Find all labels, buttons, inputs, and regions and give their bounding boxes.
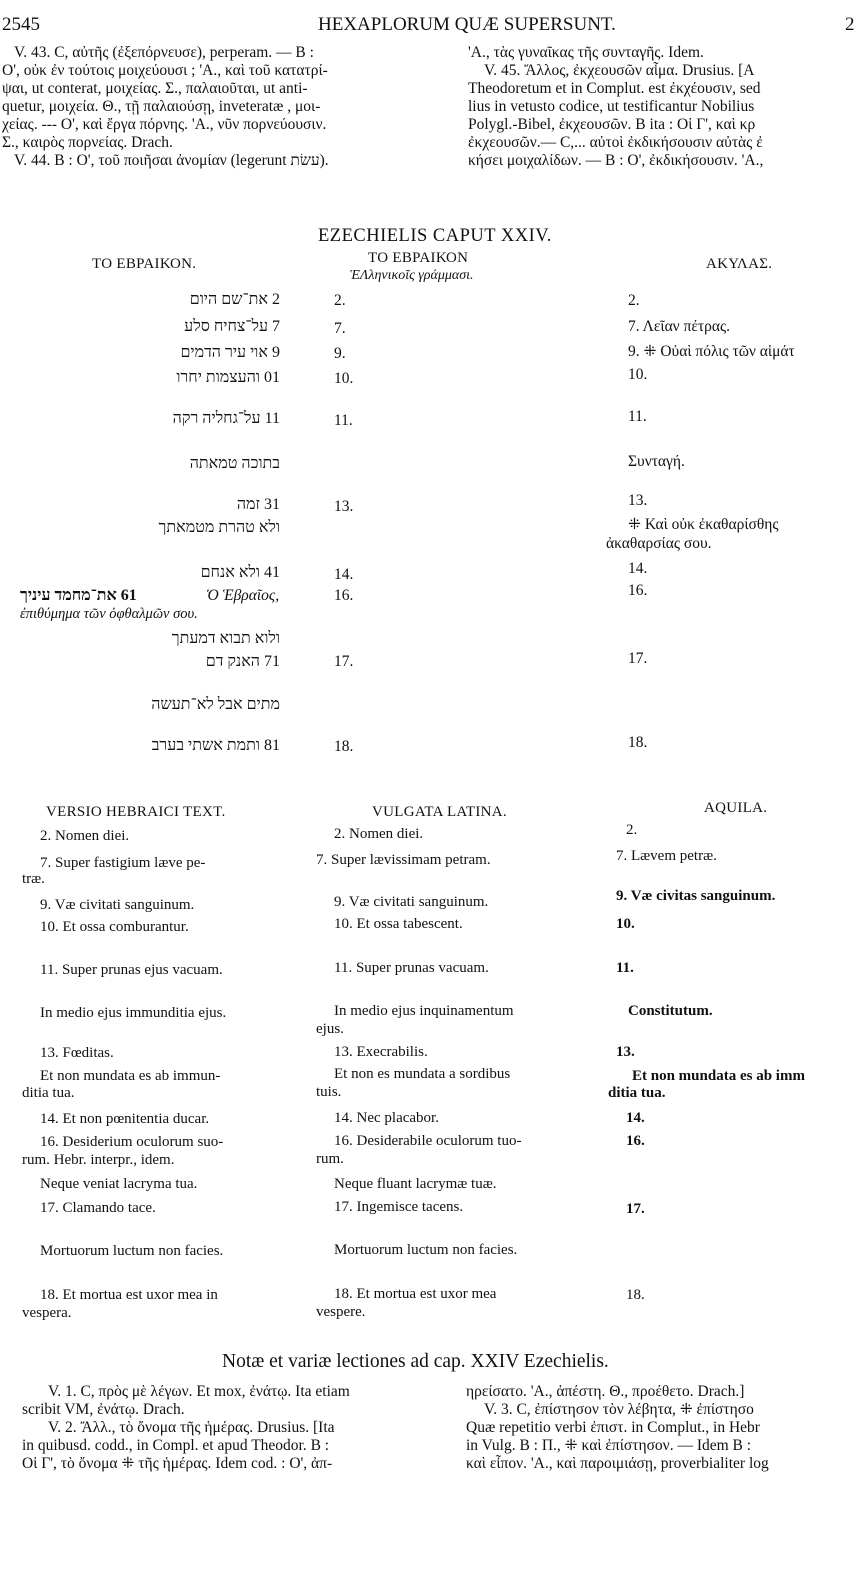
vulgata-line: 9. Væ civitati sanguinum. — [334, 894, 489, 910]
verse-num: 10. — [334, 370, 354, 387]
right-page-fragment: 2 — [845, 14, 855, 35]
vulgata-line: 13. Execrabilis. — [334, 1044, 428, 1060]
note-line: Polygl.-Bibel, ἐκχεουσῶν. B ita : Οἱ Γ', καὶ κρ — [468, 116, 756, 133]
verse-num: 7. — [334, 320, 346, 337]
aquila-line: Συνταγή. — [628, 453, 685, 470]
note-line: Theodoretum et in Complut. est ἐκχέουσιν, sed — [468, 80, 761, 97]
hebrew-line: 13 זמה — [236, 496, 280, 513]
versio-line: In medio ejus immunditia ejus. — [40, 1005, 227, 1021]
vulgata-line: 11. Super prunas vacuam. — [334, 960, 489, 976]
hebrew-line: 16 את־מחמד עיניך — [20, 587, 137, 604]
aquila-line: ἀκαθαρσίας σου. — [606, 535, 712, 552]
aquila-line: 11. — [628, 408, 647, 425]
versio-line: 2. Nomen diei. — [40, 828, 130, 844]
aquila-latin-line: 14. — [626, 1110, 645, 1126]
note-line: V. 45. Ἄλλος, ἐκχεουσῶν αἷμα. Drusius. [A — [484, 62, 755, 79]
verse-num: 14. — [334, 566, 354, 583]
vulgata-line: Neque fluant lacrymæ tuæ. — [334, 1176, 497, 1192]
hebrew-line: 7 על־צחיח סלע — [184, 318, 280, 335]
aquila-latin-line: 13. — [616, 1044, 635, 1060]
notes-title: Notæ et variæ lectiones ad cap. XXIV Ezechielis. — [222, 1351, 609, 1372]
note-line: 'Α., τὰς γυναῖκας τῆς συνταγῆς. Idem. — [468, 44, 704, 61]
note-line: ἐκχεουσῶν.— C,... αὐτοὶ ἐκδικήσουσιν αὐτὰς ἐ — [468, 134, 763, 151]
versio-line: 14. Et non pœnitentia ducar. — [40, 1111, 210, 1127]
verse-num: 17. — [334, 653, 354, 670]
versio-line: Neque veniat lacryma tua. — [40, 1176, 198, 1192]
aquila-line: 10. — [628, 366, 648, 383]
note-line: V. 1. C, πρὸς μὲ λέγων. Et mox, ἐνάτῳ. Ita etiam — [48, 1383, 350, 1400]
versio-line: vespera. — [22, 1305, 72, 1321]
versio-line: 11. Super prunas ejus vacuam. — [40, 962, 223, 978]
versio-line: træ. — [22, 871, 45, 887]
aquila-line: 2. — [628, 292, 640, 309]
vulgata-line: vespere. — [316, 1304, 366, 1320]
col-head-versio: VERSIO HEBRAICI TEXT. — [46, 804, 226, 820]
note-line: ηρείσατο. 'Α., ἀπέστη. Θ., προέθετο. Drach.] — [466, 1383, 745, 1400]
vulgata-line: 18. Et mortua est uxor mea — [334, 1286, 497, 1302]
note-line: καὶ εἶπον. 'Α., καὶ παροιμιάσῃ, proverbialiter log — [466, 1455, 769, 1472]
aquila-latin-line: Et non mundata es ab imm — [632, 1068, 805, 1084]
aquila-line: 18. — [628, 734, 648, 751]
hebrew-line: 17 האנק דם — [205, 653, 280, 670]
hebrew-line: 14 ולא אנחם — [200, 564, 280, 581]
vulgata-line: 2. Nomen diei. — [334, 826, 424, 842]
versio-line: 18. Et mortua est uxor mea in — [40, 1287, 218, 1303]
note-line: Σ., καιρὸς πορνείας. Drach. — [2, 134, 173, 151]
hebrew-line: 11 על־גחליה רקה — [172, 410, 280, 427]
note-line: V. 44. B : Ο', τοῦ ποιῆσαι ἀνομίαν (legerunt עשׂת). — [14, 152, 329, 169]
vulgata-line: Mortuorum luctum non facies. — [334, 1242, 518, 1258]
versio-line: 7. Super fastigium læve pe- — [40, 855, 206, 871]
hebrew-line: מתים אבל לא־תעשה — [151, 696, 280, 713]
versio-line: 10. Et ossa comburantur. — [40, 919, 189, 935]
aquila-latin-line: 9. Væ civitas sanguinum. — [616, 888, 776, 904]
note-line: χείας. --- Ο', καὶ ἔργα πόρνης. 'Α., νῦν πορνεύουσιν. — [2, 116, 327, 133]
note-line: in Vulg. B : Π., ⁜ καὶ ἐπίστησον. — Idem B : — [466, 1437, 752, 1454]
aquila-line: 7. Λεῖαν πέτρας. — [628, 318, 730, 335]
vulgata-line: rum. — [316, 1151, 344, 1167]
vulgata-line: ejus. — [316, 1021, 344, 1037]
verse-num: 18. — [334, 738, 354, 755]
hebrew-line: ולא טהרת מטמאתך — [158, 519, 280, 536]
verse-num: 11. — [334, 412, 353, 429]
note-line: κήσει μοιχαλίδων. — B : Ο', ἐκδικήσουσιν. 'Α., — [468, 152, 764, 169]
note-line: Ο', οὐκ ἐν τούτοις μοιχεύουσι ; 'Α., καὶ τοῦ κατατρί- — [2, 62, 328, 79]
col-head-aquila-greek: ΑΚΥΛΑΣ. — [706, 256, 773, 272]
note-line: lius in vetusto codice, ut testificantur Nobilius — [468, 98, 755, 115]
aquila-latin-line: 18. — [626, 1287, 645, 1303]
hebrew-line: 10 והעצמות יחרו — [176, 369, 280, 386]
aquila-line: 13. — [628, 492, 648, 509]
aquila-latin-line: 16. — [626, 1133, 645, 1149]
aquila-line: ⁜ Καὶ οὐκ ἐκαθαρίσθης — [628, 516, 779, 533]
versio-line: Et non mundata es ab immun- — [40, 1068, 221, 1084]
vulgata-line: In medio ejus inquinamentum — [334, 1003, 514, 1019]
page-number: 2545 — [2, 14, 40, 35]
aquila-latin-line: 17. — [626, 1201, 645, 1217]
note-line: ψαι, ut conterat, μοιχείας. Σ., παλαιοῦται, ut anti- — [2, 80, 308, 97]
vulgata-line: Et non es mundata a sordibus — [334, 1066, 511, 1082]
note-line: V. 43. C, αὐτῆς (ἐξεπόρνευσε), perperam. — B : — [14, 44, 314, 61]
versio-line: rum. Hebr. interpr., idem. — [22, 1152, 175, 1168]
aquila-latin-line: Constitutum. — [628, 1003, 713, 1019]
verse-num: 16. — [334, 587, 354, 604]
col-head-transliteration-sub: ἙΛληνικοῖς γράμμασι. — [350, 268, 474, 283]
note-line: V. 3. C, ἐπίστησον τὸν λέβητα, ⁜ ἐπίστησο — [484, 1401, 754, 1418]
aquila-latin-line: 2. — [626, 822, 638, 838]
verse-num: 9. — [334, 345, 346, 362]
note-line: Quæ repetitio verbi ἐπιστ. in Complut., in Hebr — [466, 1419, 760, 1436]
note-line: quetur, μοιχεία. Θ., τῇ παλαιούσῃ, inveteratæ , μοι- — [2, 98, 321, 115]
chapter-title: EZECHIELIS CAPUT XXIV. — [318, 226, 552, 246]
col-head-vulgata: VULGATA LATINA. — [372, 804, 507, 820]
hebrew-line: 2 את־שם היום — [189, 291, 280, 308]
col-head-transliteration: ΤΟ ΕΒΡΑΙΚΟΝ — [368, 250, 469, 266]
col-head-hebrew: ΤΟ ΕΒΡΑΙΚΟΝ. — [92, 256, 197, 272]
aquila-latin-line: 10. — [616, 916, 635, 932]
aquila-line: 14. — [628, 560, 648, 577]
aquila-line: 16. — [628, 582, 648, 599]
hebrew-line: 9 אוי עיר הדמים — [180, 344, 280, 361]
versio-line: 13. Fœditas. — [40, 1045, 114, 1061]
vulgata-line: 7. Super lævissimam petram. — [316, 852, 491, 868]
hebrew-line: בתוכה טמאתה — [189, 455, 280, 472]
aquila-line: 17. — [628, 650, 648, 667]
hebrew-16-greek-b: ἐπιθύμημα τῶν ὀφθαλμῶν σου. — [20, 606, 198, 622]
versio-line: 17. Clamando tace. — [40, 1200, 156, 1216]
vulgata-line: 16. Desiderabile oculorum tuo- — [334, 1133, 522, 1149]
aquila-latin-line: 11. — [616, 960, 634, 976]
note-line: scribit VM, ἐνάτῳ. Drach. — [22, 1401, 185, 1418]
vulgata-line: 17. Ingemisce tacens. — [334, 1199, 464, 1215]
hebrew-16-greek-a: Ὁ Ἑβραῖος, — [206, 587, 280, 604]
note-line: Οἱ Γ', τὸ ὄνομα ⁜ τῆς ἡμέρας. Idem cod. : Ο', ἀπ- — [22, 1455, 333, 1472]
vulgata-line: 10. Et ossa tabescent. — [334, 916, 463, 932]
versio-line: Mortuorum luctum non facies. — [40, 1243, 224, 1259]
versio-line: ditia tua. — [22, 1085, 75, 1101]
verse-num: 13. — [334, 498, 354, 515]
note-line: V. 2. Ἄλλ., τὸ ὄνομα τῆς ἡμέρας. Drusius. [Ita — [48, 1419, 335, 1436]
hebrew-line: 18 ותמת אשתי בערב — [151, 737, 280, 754]
vulgata-line: 14. Nec placabor. — [334, 1110, 439, 1126]
aquila-latin-line: 7. Lævem petræ. — [616, 848, 717, 864]
verse-num: 2. — [334, 292, 346, 309]
note-line: in quibusd. codd., in Compl. et apud Theodor. B : — [22, 1437, 330, 1454]
versio-line: 9. Væ civitati sanguinum. — [40, 897, 195, 913]
aquila-line: 9. ⁜ Οὐαὶ πόλις τῶν αἱμάτ — [628, 343, 795, 360]
versio-line: 16. Desiderium oculorum suo- — [40, 1134, 224, 1150]
hebrew-line: ולוא תבוא דמעתך — [171, 630, 280, 647]
col-head-aquila-latin: AQUILA. — [704, 800, 768, 816]
aquila-latin-line: ditia tua. — [608, 1085, 666, 1101]
running-title: HEXAPLORUM QUÆ SUPERSUNT. — [318, 14, 616, 35]
vulgata-line: tuis. — [316, 1084, 342, 1100]
